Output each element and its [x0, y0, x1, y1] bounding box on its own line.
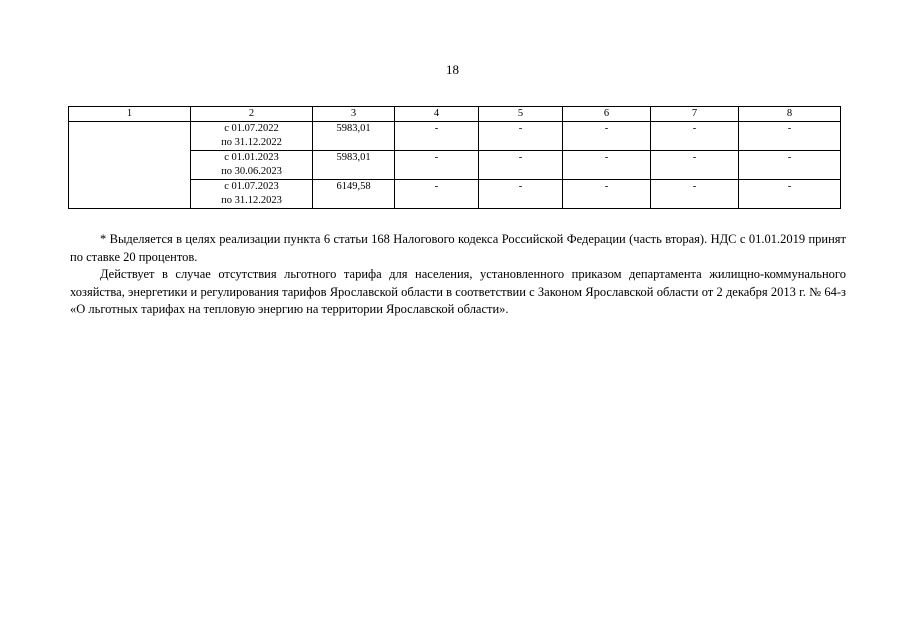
- table-cell: -: [395, 122, 479, 151]
- table-cell: -: [651, 180, 739, 209]
- notes-section: [70, 231, 846, 319]
- table-cell: -: [739, 180, 841, 209]
- column-header-4: 4: [395, 107, 479, 122]
- tariff-value-cell: 6149,58: [313, 180, 395, 209]
- column-header-2: 2: [191, 107, 313, 122]
- column-header-7: 7: [651, 107, 739, 122]
- tariff-table: [68, 106, 841, 209]
- tariff-value-cell: 5983,01: [313, 122, 395, 151]
- tariff-value-cell: 5983,01: [313, 151, 395, 180]
- table-cell: -: [651, 122, 739, 151]
- column-header-5: 5: [479, 107, 563, 122]
- period-cell: [191, 122, 313, 151]
- table-cell: -: [479, 151, 563, 180]
- table-cell: -: [739, 122, 841, 151]
- table-cell: -: [563, 151, 651, 180]
- period-cell: [191, 151, 313, 180]
- column-header-1: 1: [69, 107, 191, 122]
- column-header-3: 3: [313, 107, 395, 122]
- column-header-6: 6: [563, 107, 651, 122]
- period-from: с 01.07.2023: [224, 181, 279, 192]
- table-cell: -: [395, 151, 479, 180]
- period-from: с 01.07.2022: [224, 123, 279, 134]
- table-cell-col1: [69, 122, 191, 209]
- table-cell: -: [651, 151, 739, 180]
- table-cell: -: [479, 122, 563, 151]
- column-header-8: 8: [739, 107, 841, 122]
- period-to: по 31.12.2023: [221, 195, 282, 206]
- period-to: по 31.12.2022: [221, 137, 282, 148]
- period-from: с 01.01.2023: [224, 152, 279, 163]
- table-row: [69, 122, 841, 151]
- table-cell: -: [479, 180, 563, 209]
- table-cell: -: [739, 151, 841, 180]
- table-cell: -: [563, 122, 651, 151]
- period-cell: [191, 180, 313, 209]
- footnote-text: * Выделяется в целях реализации пункта 6 статьи 168 Налогового кодекса Российской Федерации (часть вторая). НДС с 01.01.2019 принят по ставке 20 процентов.: [70, 232, 846, 264]
- table-header-row: [69, 107, 841, 122]
- period-to: по 30.06.2023: [221, 166, 282, 177]
- table-cell: -: [563, 180, 651, 209]
- table-cell: -: [395, 180, 479, 209]
- remark-text: Действует в случае отсутствия льготного тарифа для населения, установленного приказом департамента жилищно-коммунального хозяйства, энергетики и регулирования тарифов Ярославской области в соответствии с Законом Ярославской области от 2 декабря 2013 г. № 64-з «О льготных тарифах на тепловую энергию на территории Ярославской области».: [70, 267, 846, 316]
- page-number: 18: [446, 62, 459, 77]
